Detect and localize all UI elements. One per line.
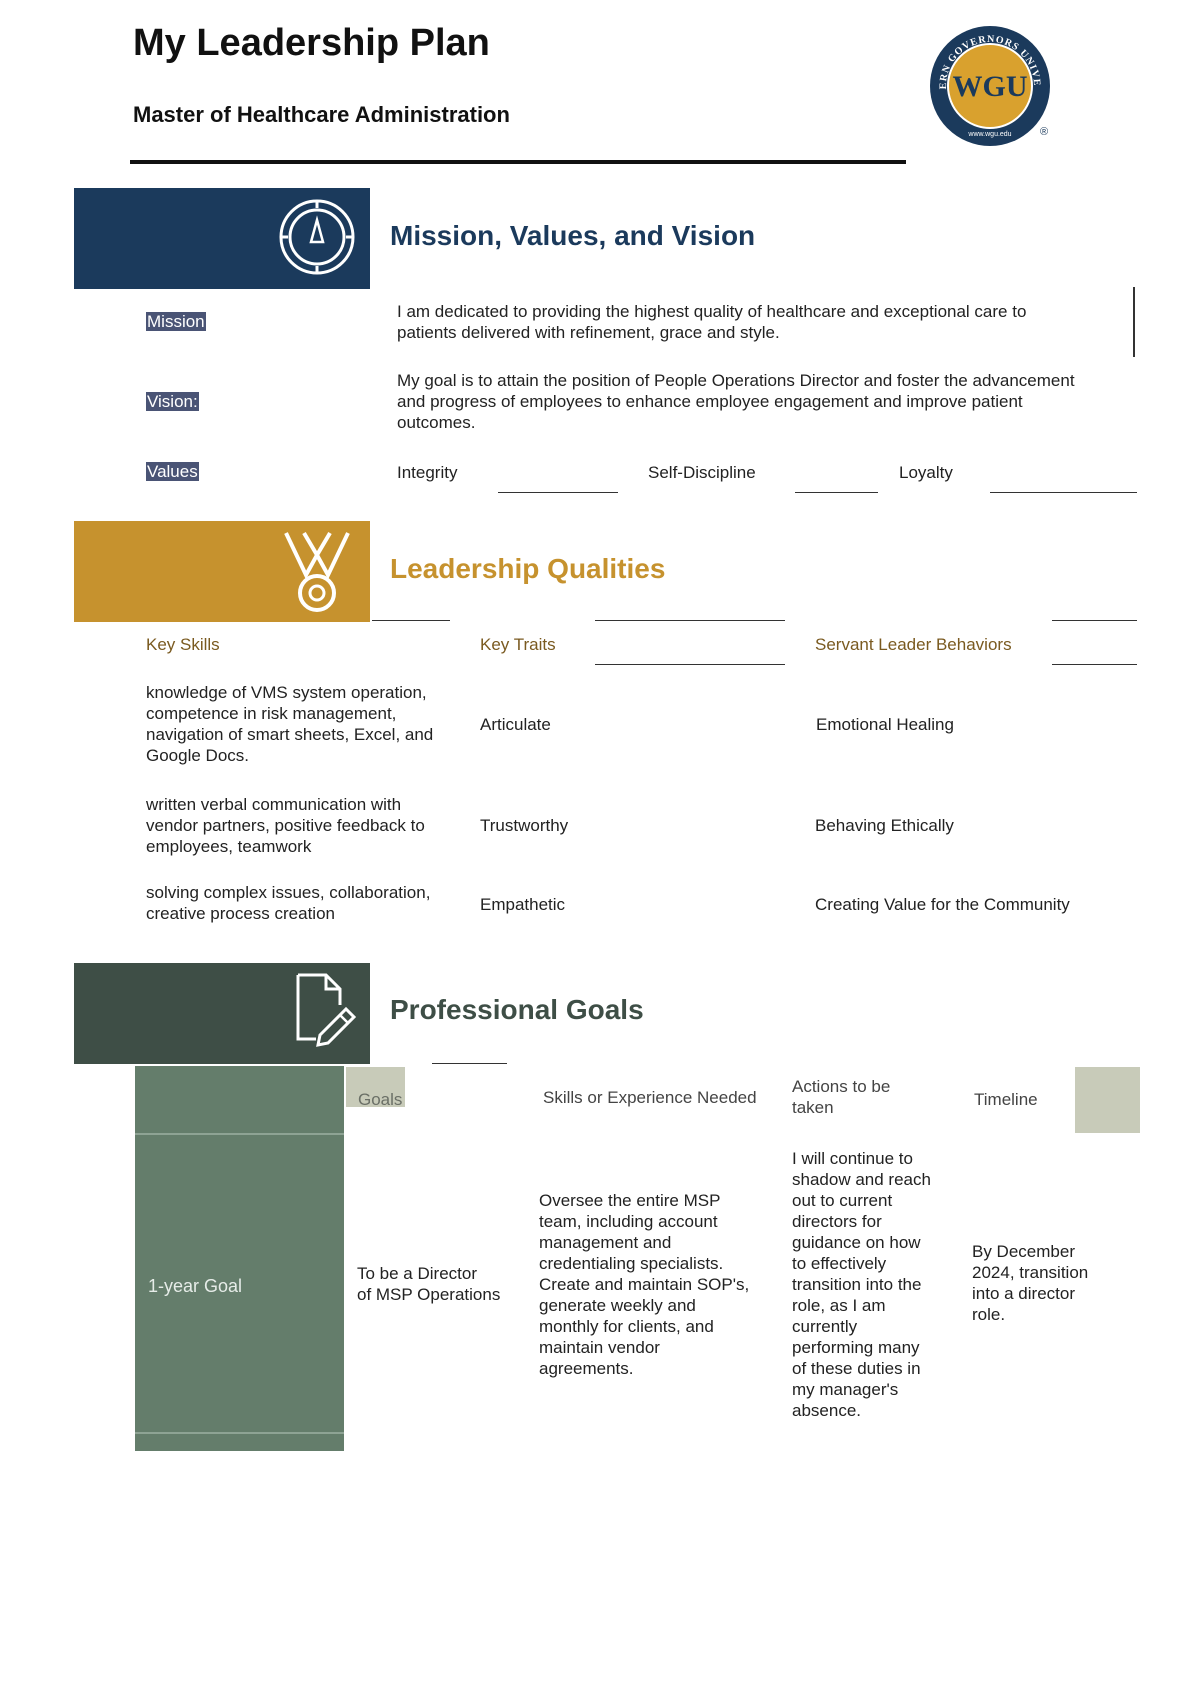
actions-line: my manager's [792, 1380, 899, 1399]
goal-line: of MSP Operations [357, 1285, 501, 1304]
header-underline [1052, 664, 1137, 665]
column-divider [135, 1432, 344, 1434]
col-header-actions-line: taken [792, 1098, 834, 1117]
vision-text [397, 370, 1075, 433]
actions-line: to effectively [792, 1254, 887, 1273]
page-title: My Leadership Plan [133, 22, 490, 64]
timeline-cell [972, 1241, 1088, 1325]
skills-needed-cell [539, 1190, 749, 1379]
col-header-goals: Goals [358, 1090, 403, 1109]
value-underline [795, 492, 878, 493]
actions-line: guidance on how [792, 1233, 921, 1252]
mission-banner [74, 188, 370, 289]
timeline-line: role. [972, 1305, 1006, 1324]
actions-line: currently [792, 1317, 858, 1336]
trait-cell: Trustworthy [480, 816, 569, 835]
actions-line: of these duties in [792, 1359, 921, 1378]
vision-text-line: My goal is to attain the position of People Operations Director and foster the advancement [397, 371, 1075, 390]
behavior-cell: Behaving Ethically [815, 816, 954, 835]
col-header-skills-needed: Skills or Experience Needed [543, 1088, 757, 1107]
actions-line: out to current [792, 1191, 893, 1210]
col-header-servant-leader: Servant Leader Behaviors [815, 635, 1012, 654]
skills-needed-line: team, including account [539, 1212, 718, 1231]
timeline-line: 2024, transition [972, 1263, 1089, 1282]
goal-cell [357, 1263, 500, 1305]
behavior-cell: Creating Value for the Community [815, 895, 1070, 914]
document-pencil-icon [286, 971, 358, 1047]
leadership-banner [74, 521, 370, 622]
actions-line: I will continue to [792, 1149, 913, 1168]
skills-needed-line: Create and maintain SOP's, [539, 1275, 750, 1294]
skills-line: creative process creation [146, 904, 335, 923]
skills-needed-line: generate weekly and [539, 1296, 696, 1315]
mission-label: Mission [147, 312, 205, 331]
medal-icon [276, 529, 358, 615]
col-header-actions [792, 1076, 890, 1118]
one-year-goal-label: 1-year Goal [148, 1276, 243, 1296]
skills-line: competence in risk management, [146, 704, 397, 723]
skills-needed-line: monthly for clients, and [539, 1317, 714, 1336]
goals-banner [74, 963, 370, 1064]
logo-arc-text: ERN GOVERNORS UNIVE [937, 33, 1043, 90]
logo-url: www.wgu.edu [968, 131, 1012, 138]
vision-text-line: outcomes. [397, 413, 476, 432]
mission-text [397, 301, 1026, 343]
value-item: Loyalty [899, 463, 953, 482]
value-item: Integrity [397, 463, 458, 482]
trait-cell: Empathetic [480, 895, 566, 914]
skills-cell [146, 682, 433, 766]
trait-cell: Articulate [480, 715, 551, 734]
value-item: Self-Discipline [648, 463, 756, 482]
skills-needed-line: Oversee the entire MSP [539, 1191, 721, 1210]
col-header-key-traits: Key Traits [480, 635, 556, 654]
header-underline [595, 664, 785, 665]
page-subtitle: Master of Healthcare Administration [133, 102, 510, 127]
timeline-header-chip [1075, 1067, 1140, 1133]
timeline-line: By December [972, 1242, 1075, 1261]
col-header-key-skills: Key Skills [146, 635, 220, 654]
values-label: Values [147, 462, 198, 481]
header-underline [1052, 620, 1137, 621]
skills-cell [146, 794, 425, 857]
goal-line: To be a Director [357, 1264, 477, 1283]
skills-needed-line: agreements. [539, 1359, 634, 1378]
vision-text-line: and progress of employees to enhance employee engagement and improve patient [397, 392, 1023, 411]
skills-needed-line: maintain vendor [539, 1338, 660, 1357]
value-underline [498, 492, 618, 493]
col-header-actions-line: Actions to be [792, 1077, 891, 1096]
value-underline [990, 492, 1137, 493]
skills-line: Google Docs. [146, 746, 249, 765]
skills-line: employees, teamwork [146, 837, 312, 856]
skills-needed-line: credentialing specialists. [539, 1254, 724, 1273]
header-underline [595, 620, 785, 621]
actions-line: absence. [792, 1401, 861, 1420]
actions-line: performing many [792, 1338, 920, 1357]
actions-line: shadow and reach [792, 1170, 931, 1189]
actions-line: role, as I am [792, 1296, 886, 1315]
actions-cell [792, 1148, 931, 1421]
skills-line: knowledge of VMS system operation, [146, 683, 427, 702]
header-divider [130, 160, 906, 164]
actions-line: transition into the [792, 1275, 922, 1294]
mission-box-edge [1133, 287, 1135, 357]
timeline-line: into a director [972, 1284, 1075, 1303]
goals-section-title: Professional Goals [390, 994, 644, 1025]
goal-label-column [135, 1066, 344, 1451]
skills-needed-line: management and [539, 1233, 672, 1252]
vision-label: Vision: [147, 392, 198, 411]
mission-section-title: Mission, Values, and Vision [390, 220, 756, 251]
header-underline [372, 620, 450, 621]
compass-icon [276, 196, 358, 278]
skills-cell [146, 882, 430, 924]
skills-line: vendor partners, positive feedback to [146, 816, 425, 835]
skills-line: solving complex issues, collaboration, [146, 883, 431, 902]
logo-monogram: WGU [952, 70, 1028, 103]
wgu-logo [928, 24, 1052, 148]
leadership-section-title: Leadership Qualities [390, 553, 666, 584]
column-divider [135, 1133, 344, 1135]
behavior-cell: Emotional Healing [816, 715, 954, 734]
skills-line: navigation of smart sheets, Excel, and [146, 725, 434, 744]
logo-trademark: ® [1040, 126, 1049, 138]
mission-text-line: I am dedicated to providing the highest quality of healthcare and exceptional care to [397, 302, 1027, 321]
mission-text-line: patients delivered with refinement, grace and style. [397, 323, 780, 342]
skills-line: written verbal communication with [146, 795, 402, 814]
title-underline [432, 1063, 507, 1064]
col-header-timeline: Timeline [974, 1090, 1038, 1109]
actions-line: directors for [792, 1212, 882, 1231]
